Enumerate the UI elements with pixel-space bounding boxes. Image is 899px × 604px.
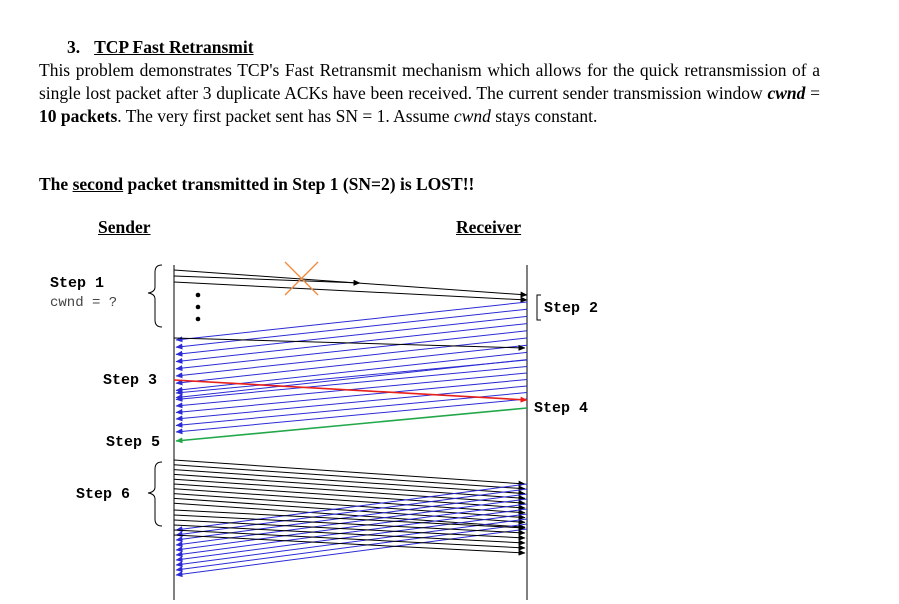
problem-title-text: TCP Fast Retransmit xyxy=(94,37,254,57)
receiver-label: Receiver xyxy=(456,217,522,237)
packet-arrow xyxy=(174,494,525,518)
lost-note-post: packet transmitted in Step 1 (SN=2) is LOST!! xyxy=(123,174,475,194)
step6-arrows xyxy=(174,460,527,575)
packet-arrow xyxy=(174,460,525,484)
ellipsis-dot xyxy=(196,293,201,298)
paragraph-part-3: stays constant. xyxy=(490,106,598,126)
new-ack-arrow xyxy=(176,408,527,441)
cwnd-value: 10 packets xyxy=(39,106,118,126)
dup-ack-arrow xyxy=(176,360,527,393)
step5-label: Step 5 xyxy=(106,434,161,451)
step3-label: Step 3 xyxy=(103,372,158,389)
ack-arrow xyxy=(176,514,527,560)
cwnd-term-2: cwnd xyxy=(453,106,491,126)
ellipsis-dot xyxy=(196,317,201,322)
step6-label: Step 6 xyxy=(76,486,131,503)
ack-arrow xyxy=(176,509,527,555)
dup-ack-arrow xyxy=(176,331,527,369)
step6-brace xyxy=(148,462,162,526)
dup-ack-arrow xyxy=(176,386,527,419)
step2-label: Step 2 xyxy=(544,300,599,317)
step1-label: Step 1 xyxy=(50,275,105,292)
packet-arrow xyxy=(174,470,525,494)
paragraph-part-1: This problem demonstrates TCP's Fast Retransmit mechanism which allows for the quick retransmission of a single lost packet after 3 duplicate ACKs have been received. The current sender transmission window xyxy=(39,60,820,103)
cwnd-question: cwnd = ? xyxy=(50,295,118,311)
dup-ack-arrow xyxy=(176,309,527,347)
packet-arrow xyxy=(174,338,525,348)
packet-arrow xyxy=(174,465,525,489)
dup-ack-arrow xyxy=(176,338,527,376)
cwnd-term: cwnd xyxy=(767,83,806,103)
problem-number: 3. xyxy=(67,37,81,57)
lost-note-underlined: second xyxy=(72,174,124,194)
dup-ack-arrow xyxy=(176,316,527,354)
dup-ack-arrow xyxy=(176,399,527,432)
step1-brace xyxy=(148,265,162,327)
step4-label: Step 4 xyxy=(534,400,589,417)
paragraph-part-2: . The very first packet sent has SN = 1. Assume xyxy=(117,106,454,126)
equals-sign: = xyxy=(805,83,820,103)
lost-note-pre: The xyxy=(39,174,73,194)
packet-arrow xyxy=(174,474,525,498)
ellipsis-dot xyxy=(196,305,201,310)
step2-bracket xyxy=(537,295,541,320)
sender-label: Sender xyxy=(98,217,151,237)
dup-ack-arrow xyxy=(176,302,527,340)
